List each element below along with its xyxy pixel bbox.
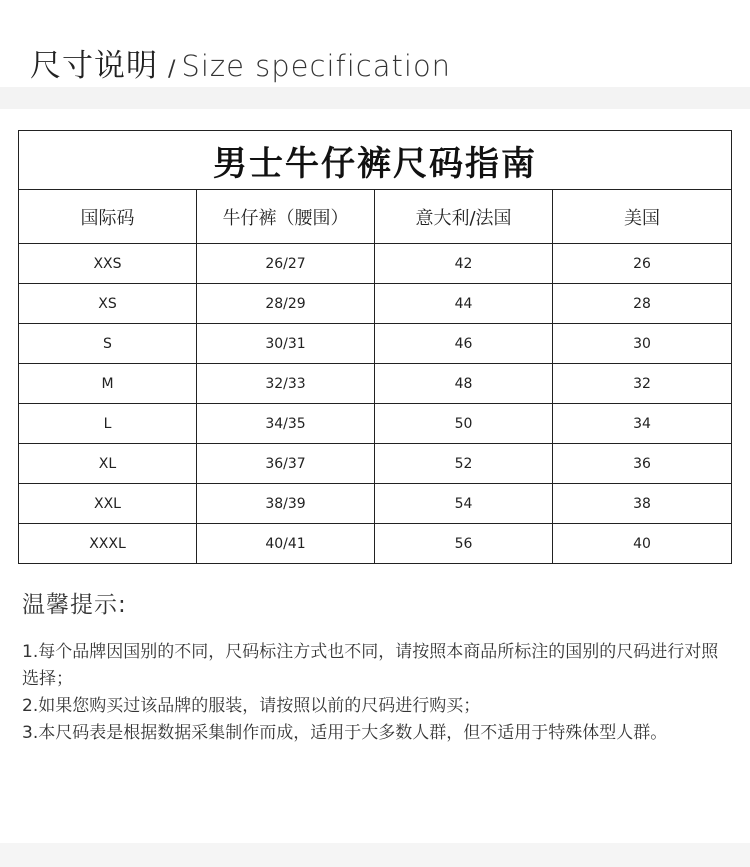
size-chart-header-row: [19, 190, 732, 244]
table-row: [19, 484, 732, 524]
table-cell: 26/27: [197, 244, 375, 284]
bottom-divider-band: [0, 843, 750, 867]
column-header: 意大利/法国: [375, 190, 553, 244]
tips-title: 温馨提示:: [22, 592, 127, 618]
table-cell: 54: [375, 484, 553, 524]
top-divider-band: [0, 87, 750, 109]
table-cell: 34: [553, 404, 732, 444]
table-cell: 26: [553, 244, 732, 284]
table-row: [19, 284, 732, 324]
table-cell: 40: [553, 524, 732, 564]
table-cell: M: [19, 364, 197, 404]
table-row: [19, 444, 732, 484]
table-cell: 36/37: [197, 444, 375, 484]
table-row: [19, 404, 732, 444]
table-cell: 40/41: [197, 524, 375, 564]
header-title-cn: 尺寸说明: [30, 48, 158, 84]
column-header: 牛仔裤（腰围）: [197, 190, 375, 244]
size-chart-table: [18, 130, 732, 564]
table-cell: 30/31: [197, 324, 375, 364]
table-cell: 50: [375, 404, 553, 444]
header-title-en: Size specification: [181, 49, 452, 83]
table-cell: 38/39: [197, 484, 375, 524]
page-header: [30, 40, 451, 84]
table-cell: XXL: [19, 484, 197, 524]
table-cell: 32: [553, 364, 732, 404]
table-cell: 34/35: [197, 404, 375, 444]
table-row: [19, 244, 732, 284]
column-header: 美国: [553, 190, 732, 244]
table-cell: S: [19, 324, 197, 364]
tip-item: 1.每个品牌因国别的不同，尺码标注方式也不同，请按照本商品所标注的国别的尺码进行对照选择；: [22, 642, 719, 689]
size-chart-title: 男士牛仔裤尺码指南: [19, 131, 732, 190]
table-cell: 42: [375, 244, 553, 284]
table-cell: 46: [375, 324, 553, 364]
table-cell: XXXL: [19, 524, 197, 564]
table-cell: XXS: [19, 244, 197, 284]
table-cell: 28/29: [197, 284, 375, 324]
tip-item: 2.如果您购买过该品牌的服装，请按照以前的尺码进行购买；: [22, 696, 481, 716]
table-cell: 30: [553, 324, 732, 364]
table-cell: 28: [553, 284, 732, 324]
tips-section: [22, 586, 734, 747]
table-cell: 32/33: [197, 364, 375, 404]
column-header: 国际码: [19, 190, 197, 244]
table-row: [19, 324, 732, 364]
table-row: [19, 364, 732, 404]
table-cell: 36: [553, 444, 732, 484]
table-cell: 48: [375, 364, 553, 404]
table-row: [19, 524, 732, 564]
tip-item: 3.本尺码表是根据数据采集制作而成，适用于大多数人群，但不适用于特殊体型人群。: [22, 723, 668, 743]
table-cell: XS: [19, 284, 197, 324]
table-cell: 52: [375, 444, 553, 484]
table-cell: 56: [375, 524, 553, 564]
table-cell: 38: [553, 484, 732, 524]
table-cell: XL: [19, 444, 197, 484]
table-cell: L: [19, 404, 197, 444]
header-separator: /: [168, 57, 176, 82]
table-cell: 44: [375, 284, 553, 324]
